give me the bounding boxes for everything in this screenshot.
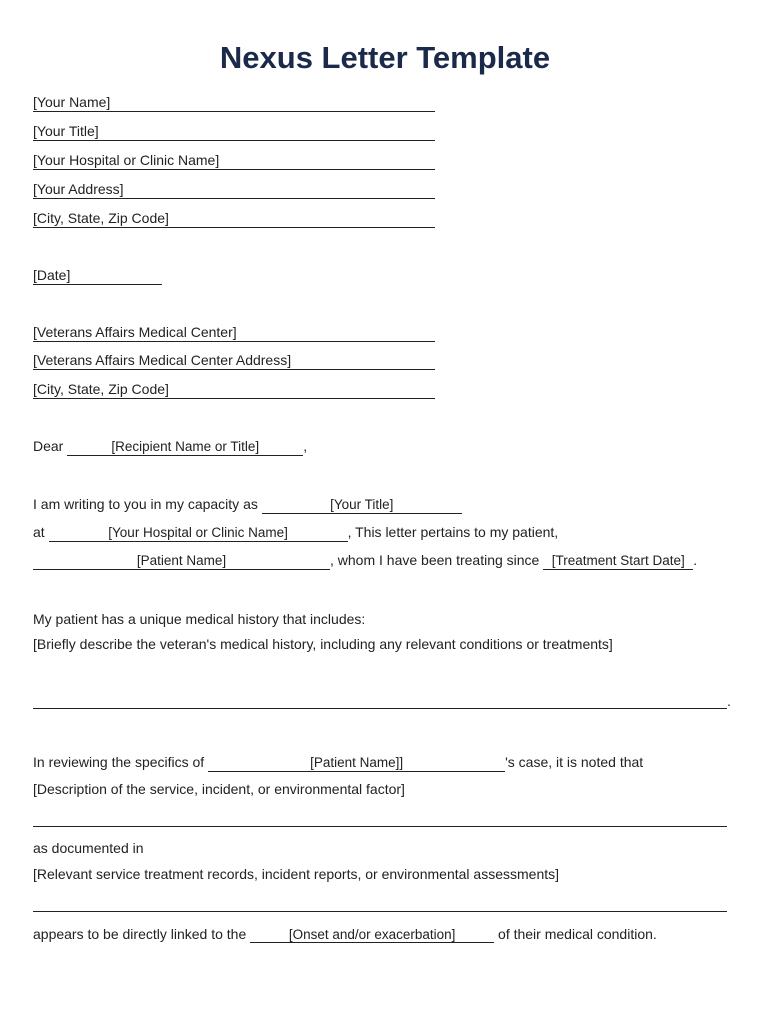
date-field[interactable]: [Date]	[33, 267, 162, 287]
hospital-line	[33, 524, 558, 544]
va-medical-center-field[interactable]: [Veterans Affairs Medical Center]	[33, 324, 435, 344]
your-title-field[interactable]: [Your Title]	[33, 123, 435, 143]
treating-period: .	[693, 552, 698, 568]
dear-text: Dear	[33, 438, 64, 454]
history-answer-line[interactable]	[33, 693, 731, 713]
linked-line	[33, 926, 657, 946]
hospital-name-field[interactable]: [Your Hospital or Clinic Name]	[33, 152, 435, 172]
capacity-line	[33, 496, 462, 516]
history-end-period: .	[727, 693, 731, 709]
va-address-field[interactable]: [Veterans Affairs Medical Center Address]	[33, 352, 435, 372]
at-text: at	[33, 524, 45, 540]
history-intro: My patient has a unique medical history that includes:	[33, 611, 366, 627]
pertains-text: , This letter pertains to my patient,	[347, 524, 559, 540]
capacity-title-field[interactable]: [Your Title]	[262, 496, 462, 514]
case-text: 's case, it is noted that	[505, 754, 644, 770]
records-prompt: [Relevant service treatment records, incident reports, or environmental assessments]	[33, 866, 560, 882]
review-intro-text: In reviewing the specifics of	[33, 754, 205, 770]
history-answer-blank	[33, 693, 727, 709]
recipient-name-field[interactable]: [Recipient Name or Title]	[67, 438, 303, 456]
linked-text: appears to be directly linked to the	[33, 926, 247, 942]
salutation-comma: ,	[303, 438, 308, 454]
review-patient-name-field[interactable]: [Patient Name]]	[208, 754, 505, 772]
patient-name-field[interactable]: [Patient Name]	[33, 552, 330, 570]
records-answer-line[interactable]	[33, 911, 727, 912]
condition-text: of their medical condition.	[498, 926, 657, 942]
description-answer-line[interactable]	[33, 826, 727, 827]
salutation-line	[33, 438, 307, 458]
treatment-start-date-field[interactable]: [Treatment Start Date]	[543, 552, 693, 570]
your-name-field[interactable]: [Your Name]	[33, 94, 435, 114]
documented-text: as documented in	[33, 840, 144, 856]
page-title: Nexus Letter Template	[219, 40, 551, 75]
patient-line	[33, 552, 697, 572]
treating-text: , whom I have been treating since	[330, 552, 540, 568]
onset-exacerbation-field[interactable]: [Onset and/or exacerbation]	[250, 927, 494, 943]
your-address-field[interactable]: [Your Address]	[33, 181, 435, 201]
sender-city-state-zip-field[interactable]: [City, State, Zip Code]	[33, 210, 435, 230]
description-prompt: [Description of the service, incident, or environmental factor]	[33, 781, 405, 797]
paragraph-hospital-field[interactable]: [Your Hospital or Clinic Name]	[49, 524, 348, 542]
review-line	[33, 754, 643, 774]
history-prompt: [Briefly describe the veteran's medical history, including any relevant conditions or treatments]	[33, 636, 613, 652]
recipient-city-state-zip-field[interactable]: [City, State, Zip Code]	[33, 381, 435, 401]
capacity-text: I am writing to you in my capacity as	[33, 496, 258, 512]
